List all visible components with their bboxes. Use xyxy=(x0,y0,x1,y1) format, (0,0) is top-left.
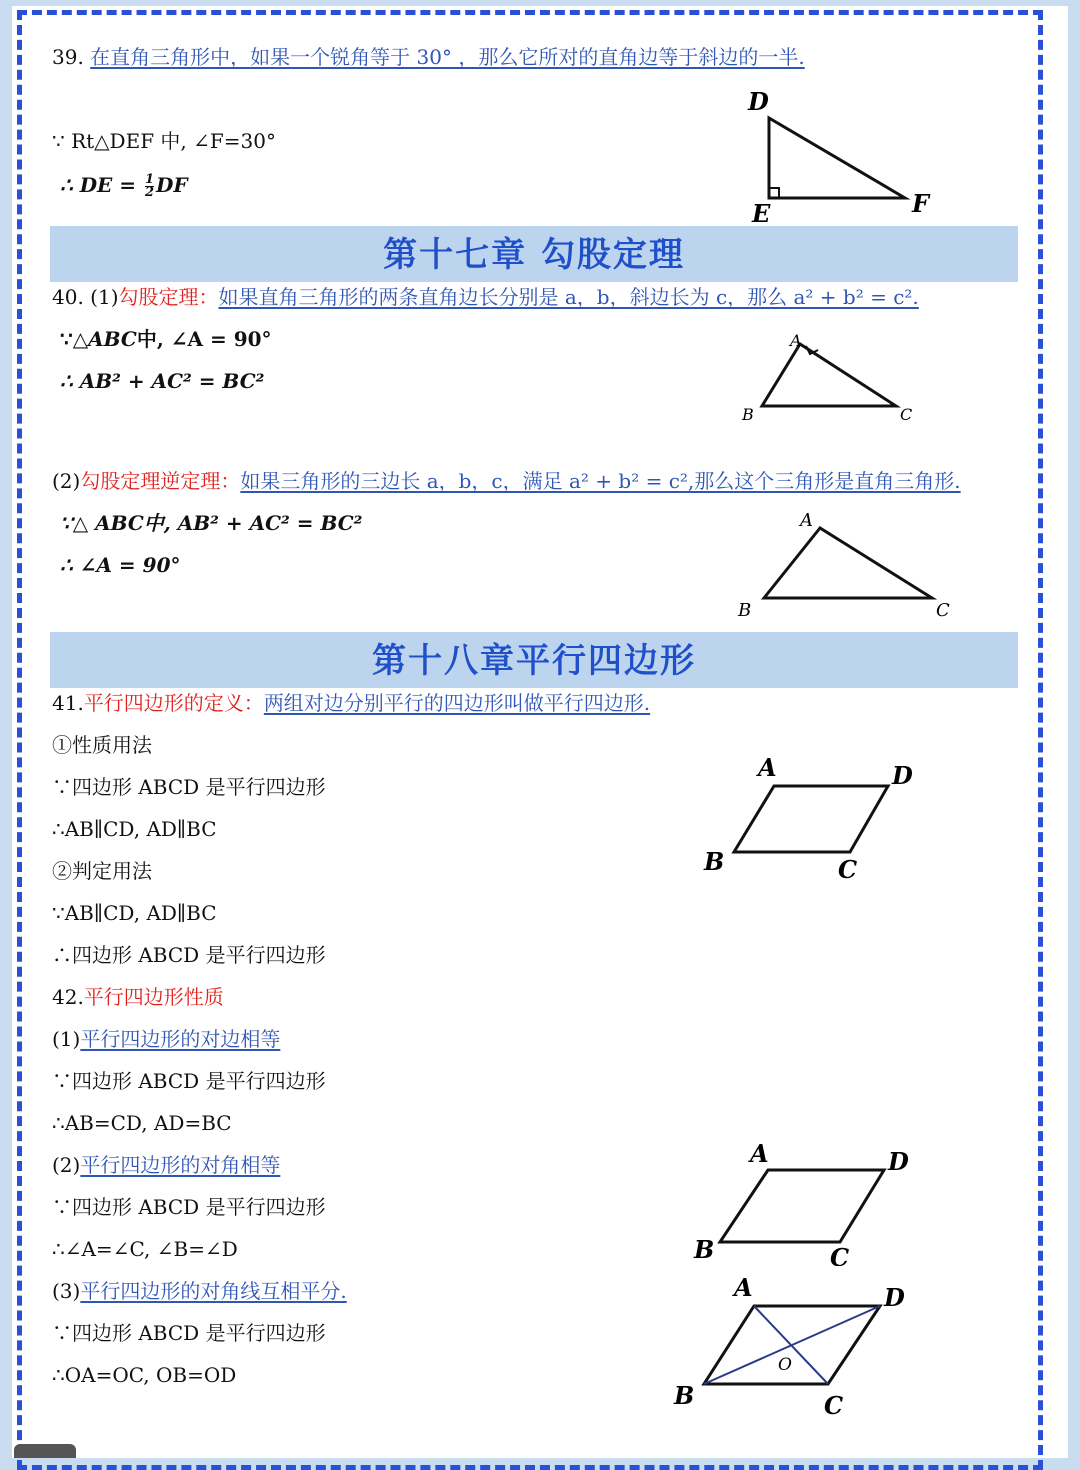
property-1: (1)平行四边形的对边相等 xyxy=(52,1027,281,1051)
svg-text:O: O xyxy=(778,1355,792,1375)
given-line: ∵四边形 ABCD 是平行四边形 xyxy=(52,1195,326,1219)
svg-text:A: A xyxy=(790,331,802,350)
given-line: ∵四边形 ABCD 是平行四边形 xyxy=(52,1069,326,1093)
svg-text:B: B xyxy=(704,847,725,876)
given-line: ∵AB∥CD, AD∥BC xyxy=(52,901,217,925)
item-number: 39. xyxy=(52,45,84,69)
conclusion-line: ∴∠A=∠C, ∠B=∠D xyxy=(52,1237,238,1261)
conclusion-line: ∴ DE = $\frac{1}{2}$ DF xyxy=(60,172,188,200)
svg-text:B: B xyxy=(738,600,752,621)
conclusion-line: ∴四边形 ABCD 是平行四边形 xyxy=(52,943,326,967)
item-40: 40. (1)勾股定理：如果直角三角形的两条直角边长分别是 a，b，斜边长为 c，那么 a² + b² = c². xyxy=(52,285,919,309)
svg-text:B: B xyxy=(674,1381,695,1410)
label-f: F xyxy=(912,189,930,218)
given-line: ∵△ ABC中, AB² + AC² = BC² xyxy=(60,511,363,535)
right-triangle-figure xyxy=(730,328,930,428)
conclusion-line: ∴AB∥CD, AD∥BC xyxy=(52,817,217,841)
page-corner-tab xyxy=(14,1444,76,1458)
given-line: ∵四边形 ABCD 是平行四边形 xyxy=(52,775,326,799)
parallelogram-figure xyxy=(700,752,930,892)
svg-text:C: C xyxy=(838,855,858,884)
triangle-def-figure xyxy=(740,86,950,226)
svg-text:C: C xyxy=(824,1391,844,1420)
svg-text:A: A xyxy=(800,510,813,531)
given-line: ∵四边形 ABCD 是平行四边形 xyxy=(52,1321,326,1345)
fraction: $\frac{1}{2}$ xyxy=(144,172,155,200)
svg-text:C: C xyxy=(830,1243,850,1266)
given-line: ∵ Rt△DEF 中, ∠F=30° xyxy=(52,129,276,153)
svg-text:B: B xyxy=(694,1235,715,1264)
svg-text:A: A xyxy=(750,1139,769,1168)
svg-text:C: C xyxy=(936,600,950,621)
svg-text:D: D xyxy=(884,1283,905,1312)
chapter-18-heading: 第十八章平行四边形 xyxy=(50,632,1018,688)
triangle-abc-figure xyxy=(730,508,960,626)
item-39 xyxy=(52,44,805,70)
theorem-statement: 在直角三角形中，如果一个锐角等于 30° ，那么它所对的直角边等于斜边的一半. xyxy=(90,45,805,69)
parallelogram-diagonals-figure xyxy=(670,1274,920,1424)
label-d: D xyxy=(748,87,769,116)
item-40-2: (2)勾股定理逆定理：如果三角形的三边长 a，b，c，满足 a² + b² = c²,那么这个三角形是直角三角形. xyxy=(52,469,961,493)
property-2: (2)平行四边形的对角相等 xyxy=(52,1153,281,1177)
property-3: (3)平行四边形的对角线互相平分. xyxy=(52,1279,347,1303)
svg-text:A: A xyxy=(758,753,777,782)
svg-text:B: B xyxy=(742,405,754,424)
conclusion-line: ∴AB=CD, AD=BC xyxy=(52,1111,232,1135)
usage-heading: ①性质用法 xyxy=(52,733,152,757)
svg-text:C: C xyxy=(900,405,913,424)
item-41: 41.平行四边形的定义：两组对边分别平行的四边形叫做平行四边形. xyxy=(52,691,651,715)
item-42: 42.平行四边形性质 xyxy=(52,985,224,1009)
conclusion-line: ∴OA=OC, OB=OD xyxy=(52,1363,237,1387)
given-line: ∵△ABC中, ∠A = 90° xyxy=(60,327,272,351)
svg-text:A: A xyxy=(734,1274,753,1302)
parallelogram-figure-2 xyxy=(690,1138,930,1266)
usage-heading: ②判定用法 xyxy=(52,859,152,883)
conclusion-line: ∴ AB² + AC² = BC² xyxy=(60,369,265,393)
svg-text:D: D xyxy=(892,761,913,790)
chapter-17-heading: 第十七章 勾股定理 xyxy=(50,226,1018,282)
label-e: E xyxy=(752,199,771,226)
conclusion-line: ∴ ∠A = 90° xyxy=(60,553,181,577)
svg-text:D: D xyxy=(888,1147,909,1176)
